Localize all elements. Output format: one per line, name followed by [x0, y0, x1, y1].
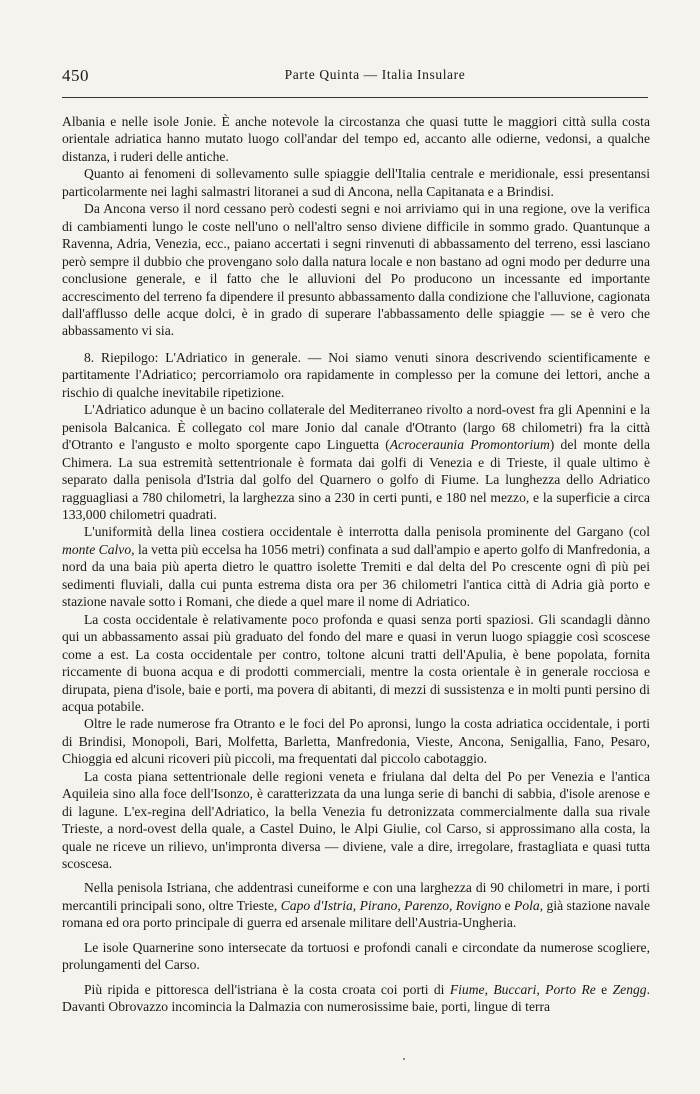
section-paragraph: [62, 349, 650, 401]
section-heading: 8. Riepilogo: L'Adriatico in generale.: [84, 349, 301, 365]
running-title: Parte Quinta — Italia Insulare: [284, 67, 466, 82]
paragraph-text: L'Adriatico adunque è un bacino collaterale del Mediterraneo rivolto a nord-ovest fra gli Apennini e la penisola Balcanica. È collegato col mare Jonio dal canale d'Otranto (largo 68 chilometri) fra la città d'Otranto e l'angusto e molto sporgente capo Linguetta (: [62, 402, 650, 453]
paragraph-text: ) del monte della Chimera. La sua estremità settentrionale è formata dai golfi di Venezia e di Trieste, il quale ultimo è separato dalla penisola d'Istria dal golfo del Quarnero o golfo di Fiume. La lunghezza dello Adriatico ragguagliasi a 780 chilometri, la larghezza sino a 230 in certi punti, e 180 nel mezzo, e la superficie a circa 133,000 chilometri quadrati.: [62, 437, 650, 522]
italic-term: monte Calvo: [62, 541, 132, 557]
paragraph: Da Ancona verso il nord cessano però codesti segni e noi arriviamo qui in una regione, ove la verifica di cambiamenti lungo le coste nell'uno o nell'altro senso diviene difficile in sommo grado. Quantunque a Ravenna, Adria, Venezia, ecc., paiano accertati i segni rinvenuti di abbassamento del terreno, essi lasciano però sempre il dubbio che provengano solo dalla natura locale e non bastano ad ogni modo per dedurre una conclusione generale, e il fatto che le alluvioni del Po producono un incessante ed importante accrescimento del terreno fa dipendere il presunto abbassamento dalla condizione che l'alluvione, cagionata dall'afflusso delle acque dolci, è in grado di superare l'abbassamento delle spiaggie — se è vero che abbassamento vi sia.: [62, 201, 650, 339]
ink-speck: [403, 1058, 405, 1060]
paragraph-text: e: [501, 897, 515, 913]
italic-term: Capo d'Istria, Pirano, Parenzo, Rovigno: [280, 897, 502, 913]
paragraph-text: , la vetta più eccelsa ha 1056 metri) confinata a sud dall'ampio e aperto golfo di Manfredonia, a nord da una baia più aperta dietro le quattro isolette Tremiti e dal delta del Po crescente ogni dì più pei sedimenti fluviali, dalla cui punta estrema dista ora per 36 chilometri l'antica città di Adria già porto e stazione navale sotto i Romani, che diede a quel mare il nome di Adriatico.: [62, 541, 650, 610]
paragraph-text: Più ripida e pittoresca dell'istriana è la costa croata coi porti di: [84, 981, 450, 997]
paragraph: [62, 401, 650, 523]
paragraph: La costa occidentale è relativamente poco profonda e quasi senza porti spaziosi. Gli scandagli dànno qui un abbassamento assai più graduato del fondo del mare e quasi in verun luogo spiaggie così scoscese come a est. La costa occidentale per contro, toltone alcuni tratti dell'Apulia, è bene popolata, fornita riccamente di buona acqua e di prodotti commerciali, mentre la costa orientale è in generale rocciosa e dirupata, piena d'isole, baie e porti, ma povera di abitanti, di mezzi di sussistenza e in molti punti persino di acqua potabile.: [62, 611, 650, 714]
paragraph: La costa piana settentrionale delle regioni veneta e friulana dal delta del Po per Venezia e l'antica Aquileia sino alla foce dell'Isonzo, è caratterizzata da una lunga serie di banchi di sabbia, d'isole arenose e di lagune. L'ex-regina dell'Adriatico, la bella Venezia fu detronizzata commercialmente dalla sua rivale Trieste, a nord-ovest della quale, a Castel Duino, le Alpi Giulie, col Carso, si approssimano alla costa, la quale ne riceve un rilievo, un'impronta diversa — diviene, vale a dire, irregolare, frastagliata e quasi tutta scoscesa.: [62, 768, 650, 872]
paragraph: [62, 523, 650, 610]
header-rule: [62, 97, 648, 98]
italic-term: Acroceraunia Promontorium: [389, 437, 550, 453]
italic-term: Pola: [514, 897, 540, 913]
paragraph: Quanto ai fenomeni di sollevamento sulle spiaggie dell'Italia centrale e meridionale, essi presentansi particolarmente nei laghi salmastri litoranei a sud di Ancona, nella Capitanata e a Brindisi.: [62, 166, 650, 199]
paragraph-text: e: [595, 981, 613, 997]
paragraph: Albania e nelle isole Jonie. È anche notevole la circostanza che quasi tutte le maggiori città sulla costa orientale adriatica hanno mutato luogo coll'andar del tempo ed, accanto alle odierne, vedonsi, a qualche distanza, i ruderi delle antiche.: [62, 114, 650, 164]
paragraph-text: , già stazione navale romana ed ora porto principale di guerra ed arsenale militare dell'Austria-Ungheria.: [62, 897, 650, 931]
paragraph: [62, 981, 650, 1016]
italic-term: Zengg: [612, 981, 647, 997]
paragraph: Le isole Quarnerine sono intersecate da tortuosi e profondi canali e circondate da numerose scogliere, prolungamenti del Carso.: [62, 939, 650, 973]
page-header: [62, 66, 648, 88]
paragraph-text: . Davanti Obrovazzo incomincia la Dalmazia con numerosissime baie, porti, lingue di terra: [62, 981, 650, 1015]
paragraph: [62, 879, 650, 931]
paragraph: Oltre le rade numerose fra Otranto e le foci del Po apronsi, lungo la costa adriatica occidentale, i porti di Brindisi, Monopoli, Bari, Molfetta, Barletta, Manfredonia, Vieste, Ancona, Senigallia, Fano, Pesaro, Chioggia ed alcuni ricoveri più piccoli, ma frequentati dal piccolo cabotaggio.: [62, 716, 650, 767]
paragraph-text: — Noi siamo venuti sinora descrivendo scientificamente e partitamente l'Adriatico; percorriamolo ora rapidamente in complesso per la comune dei lettori, anche a rischio di qualche inevitabile ripetizione.: [62, 349, 651, 400]
italic-term: Fiume, Buccari, Porto Re: [449, 981, 596, 997]
page-number: 450: [62, 66, 89, 85]
paragraph-text: L'uniformità della linea costiera occidentale è interrotta dalla penisola prominente del Gargano (col: [84, 524, 650, 540]
body-text: [62, 113, 650, 1016]
paragraph-text: Nella penisola Istriana, che addentrasi cuneiforme e con una larghezza di 90 chilometri in mare, i porti mercantili principali sono, oltre Trieste,: [62, 880, 650, 913]
